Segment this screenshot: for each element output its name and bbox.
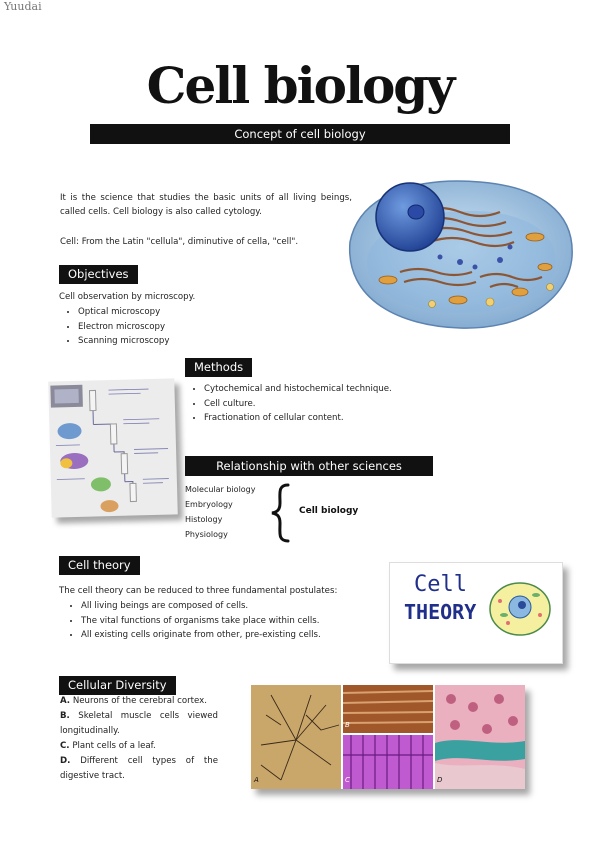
cell-theory-list [62,599,391,643]
method-item: • Cytochemical and histochemical technique. [204,382,432,397]
relationship-target: Cell biology [299,506,359,516]
objective-item: • Optical microscopy [78,305,338,320]
cell-theory-image-word2: THEORY [404,600,477,624]
definition-text: It is the science that studies the basic units of all living beings, called cells. Cell biology is also called cytology. [60,193,352,217]
cell-theory-image [389,562,563,664]
author-watermark: Yuudai [4,0,42,13]
animal-cell-illustration [340,172,580,334]
panel-label-b: B [345,721,350,729]
subtitle-bar: Concept of cell biology [90,124,510,144]
science-item: Embryology [185,500,233,509]
diversity-item-b: B. Skeletal muscle cells viewed longitudinally. [60,711,219,736]
cell-theory-heading: Cell theory [59,556,140,575]
postulate-item: • All existing cells originate from other, pre-existing cells. [81,628,391,643]
science-item: Histology [185,515,223,524]
panel-label-c: C [345,776,350,784]
diversity-item-a: A. Neurons of the cerebral cortex. [60,696,207,706]
postulate-item: • The vital functions of organisms take place within cells. [81,614,391,629]
diversity-heading: Cellular Diversity [59,676,176,695]
method-item: • Cell culture. [204,397,432,412]
panel-label-a: A [254,776,259,784]
method-item: • Fractionation of cellular content. [204,411,432,426]
relationship-heading: Relationship with other sciences [185,456,433,476]
diversity-list [60,694,218,784]
cell-theory-image-word1: Cell [414,572,467,597]
diversity-item-d: D. Different cell types of the digestive tract. [60,756,219,781]
objectives-heading: Objectives [59,265,138,284]
methods-list [185,382,432,426]
objectives-lead: Cell observation by microscopy. [59,292,196,302]
etymology-text: Cell: From the Latin "cellula", diminutive of cella, "cell". [60,237,299,247]
methods-heading: Methods [185,358,252,377]
postulate-item: • All living beings are composed of cells. [81,599,391,614]
objectives-list [59,305,338,349]
curly-brace-icon [268,483,292,543]
fractionation-diagram-image [48,378,178,517]
science-item: Physiology [185,530,228,539]
diversity-item-c: C. Plant cells of a leaf. [60,741,156,751]
objective-item: • Scanning microscopy [78,334,338,349]
micrograph-panel [251,685,525,789]
page-title: Cell biology [146,56,454,115]
science-item: Molecular biology [185,485,256,494]
objective-item: • Electron microscopy [78,320,338,335]
panel-label-d: D [437,776,443,784]
cell-theory-lead: The cell theory can be reduced to three fundamental postulates: [59,586,338,596]
drawn-cell-icon [486,571,556,641]
